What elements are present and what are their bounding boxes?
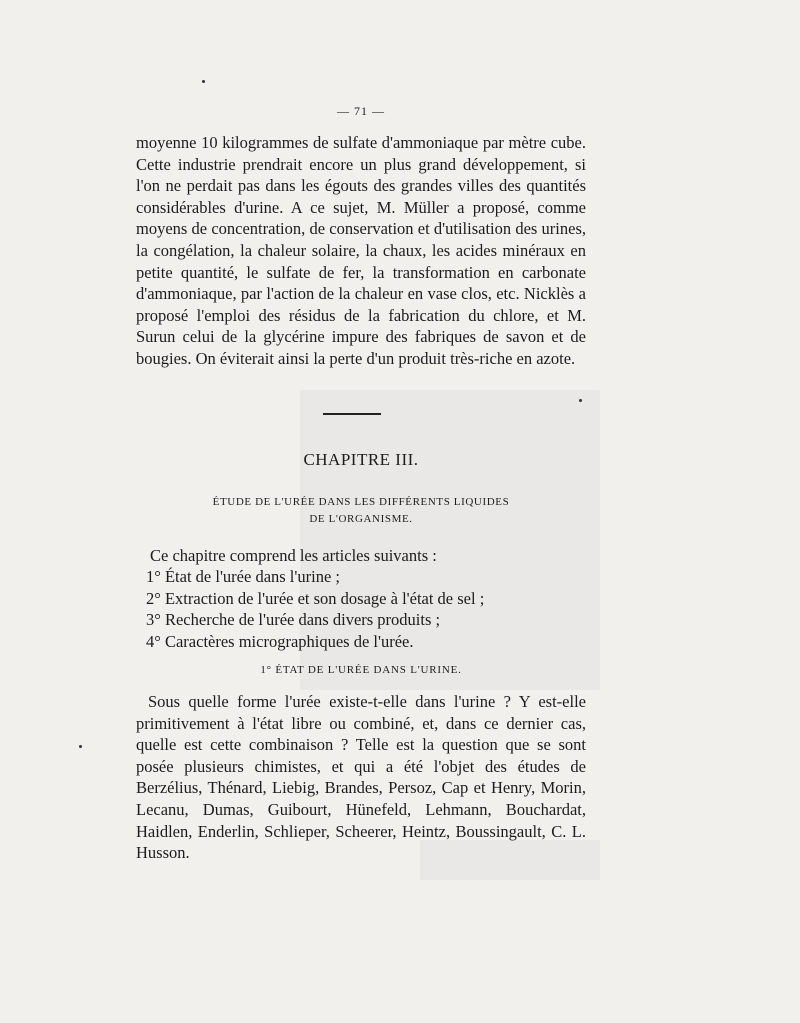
paragraph-urea-state: Sous quelle forme l'urée existe-t-elle dans l'urine ? Y est-elle primitivement à l'état libre ou combiné, et, dans ce dernier cas, quelle est cette combinaison ? Telle est la question que se sont posée plusieurs chimistes, et qui a été l'objet des études de Berzélius, Thénard, Liebig, Brandes, Persoz, Cap et Henry, Morin, Lecanu, Dumas, Guibourt, Hünefeld, Lehmann, Bouchardat, Haidlen, Enderlin, Schlieper, Scheerer, Heintz, Boussingault, C. L. Husson. — [136, 692, 586, 863]
chapter-subtitle — [136, 494, 586, 528]
paragraph-ammonia-industry: moyenne 10 kilogrammes de sulfate d'ammoniaque par mètre cube. Cette industrie prendrait encore un plus grand développement, si l'on ne perdait pas dans les égouts des grandes villes des quantités considérables d'urine. A ce sujet, M. Müller a proposé, comme moyens de concentration, de conservation et d'utilisation des urines, la congélation, la chaleur solaire, la chaux, les acides minéraux en petite quantité, le sulfate de fer, la transformation en carbonate d'ammoniaque, par l'action de la chaleur en vase clos, etc. Nicklès a proposé l'emploi des résidus de la fabrication du chlore, et M. Surun celui de la glycérine impure des fabriques de savon et de bougies. On éviterait ainsi la perte d'un produit très-riche en azote. — [136, 133, 586, 368]
article-list — [146, 566, 484, 652]
list-item: 1° État de l'urée dans l'urine ; — [146, 567, 340, 586]
chapter-subtitle-line: DE L'ORGANISME. — [309, 513, 413, 525]
ink-speck — [79, 745, 82, 748]
list-item: 2° Extraction de l'urée et son dosage à l'état de sel ; — [146, 588, 485, 608]
page-number: — 71 — — [337, 104, 385, 118]
chapter-title: CHAPITRE III. — [303, 450, 419, 469]
section-heading: 1° ÉTAT DE L'URÉE DANS L'URINE. — [260, 664, 462, 676]
chapter-subtitle-line: ÉTUDE DE L'URÉE DANS LES DIFFÉRENTS LIQUIDES — [212, 496, 510, 508]
ink-speck — [202, 80, 205, 83]
chapter-intro: Ce chapitre comprend les articles suivants : — [150, 546, 437, 565]
list-item: 3° Recherche de l'urée dans divers produits ; — [146, 610, 441, 629]
ink-speck — [579, 399, 582, 402]
list-item: 4° Caractères micrographiques de l'urée. — [146, 631, 414, 651]
section-divider — [323, 413, 381, 415]
